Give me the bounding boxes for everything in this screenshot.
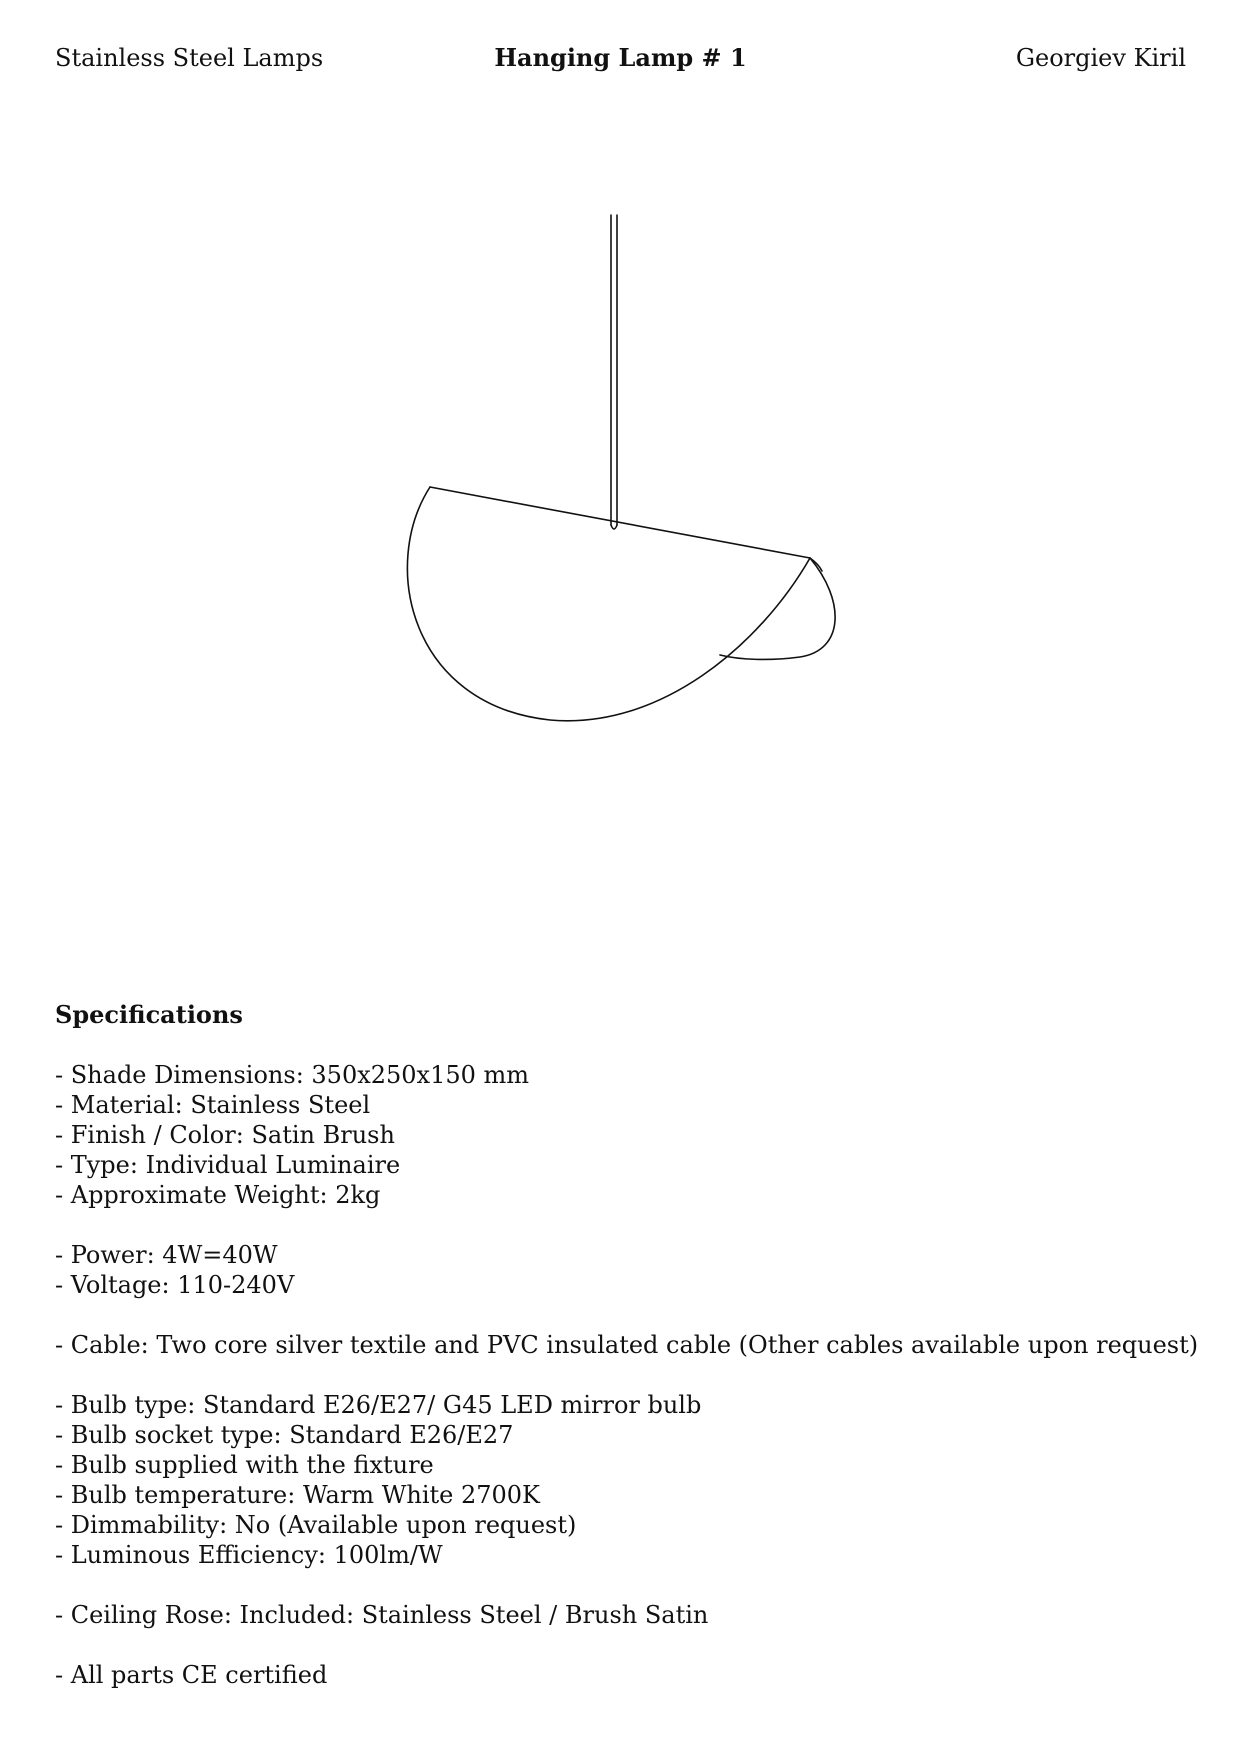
shade-rim [430,487,810,558]
hanging-lamp-icon [380,205,860,745]
spec-dimmability: - Dimmability: No (Available upon request) [55,1511,577,1539]
spec-type: - Type: Individual Luminaire [55,1151,401,1179]
spec-group-physical [55,1060,1185,1210]
spec-finish: - Finish / Color: Satin Brush [55,1121,395,1149]
spec-bulb-temperature: - Bulb temperature: Warm White 2700K [55,1481,540,1509]
header-author: Georgiev Kiril [1015,44,1186,72]
spec-ce-certified: - All parts CE certified [55,1661,328,1689]
spec-material: - Material: Stainless Steel [55,1091,371,1119]
spec-shade-dimensions: - Shade Dimensions: 350x250x150 mm [55,1061,530,1089]
spec-group-electrical [55,1240,1185,1300]
shade-back-flap [720,558,835,659]
spec-group-cable [55,1330,1199,1360]
spec-cable: - Cable: Two core silver textile and PVC insulated cable (Other cables available upon request) [55,1331,1199,1359]
spec-power: - Power: 4W=40W [55,1241,278,1269]
spec-luminous-efficiency: - Luminous Efficiency: 100lm/W [55,1541,443,1569]
shade-front [407,487,810,721]
specifications-title: Specifications [55,1000,243,1029]
spec-bulb-supplied: - Bulb supplied with the fixture [55,1451,434,1479]
spec-bulb-socket: - Bulb socket type: Standard E26/E27 [55,1421,514,1449]
spec-group-ceiling-rose [55,1600,1185,1630]
rod-end [611,525,617,529]
page-title: Hanging Lamp # 1 [494,43,747,72]
spec-group-bulb [55,1390,1185,1570]
spec-weight: - Approximate Weight: 2kg [55,1181,381,1209]
spec-bulb-type: - Bulb type: Standard E26/E27/ G45 LED mirror bulb [55,1391,702,1419]
spec-ceiling-rose: - Ceiling Rose: Included: Stainless Steel / Brush Satin [55,1601,709,1629]
spec-voltage: - Voltage: 110-240V [55,1271,295,1299]
spec-group-certification [55,1660,1185,1690]
specifications-section [55,1000,1199,1720]
header-category: Stainless Steel Lamps [55,44,324,72]
